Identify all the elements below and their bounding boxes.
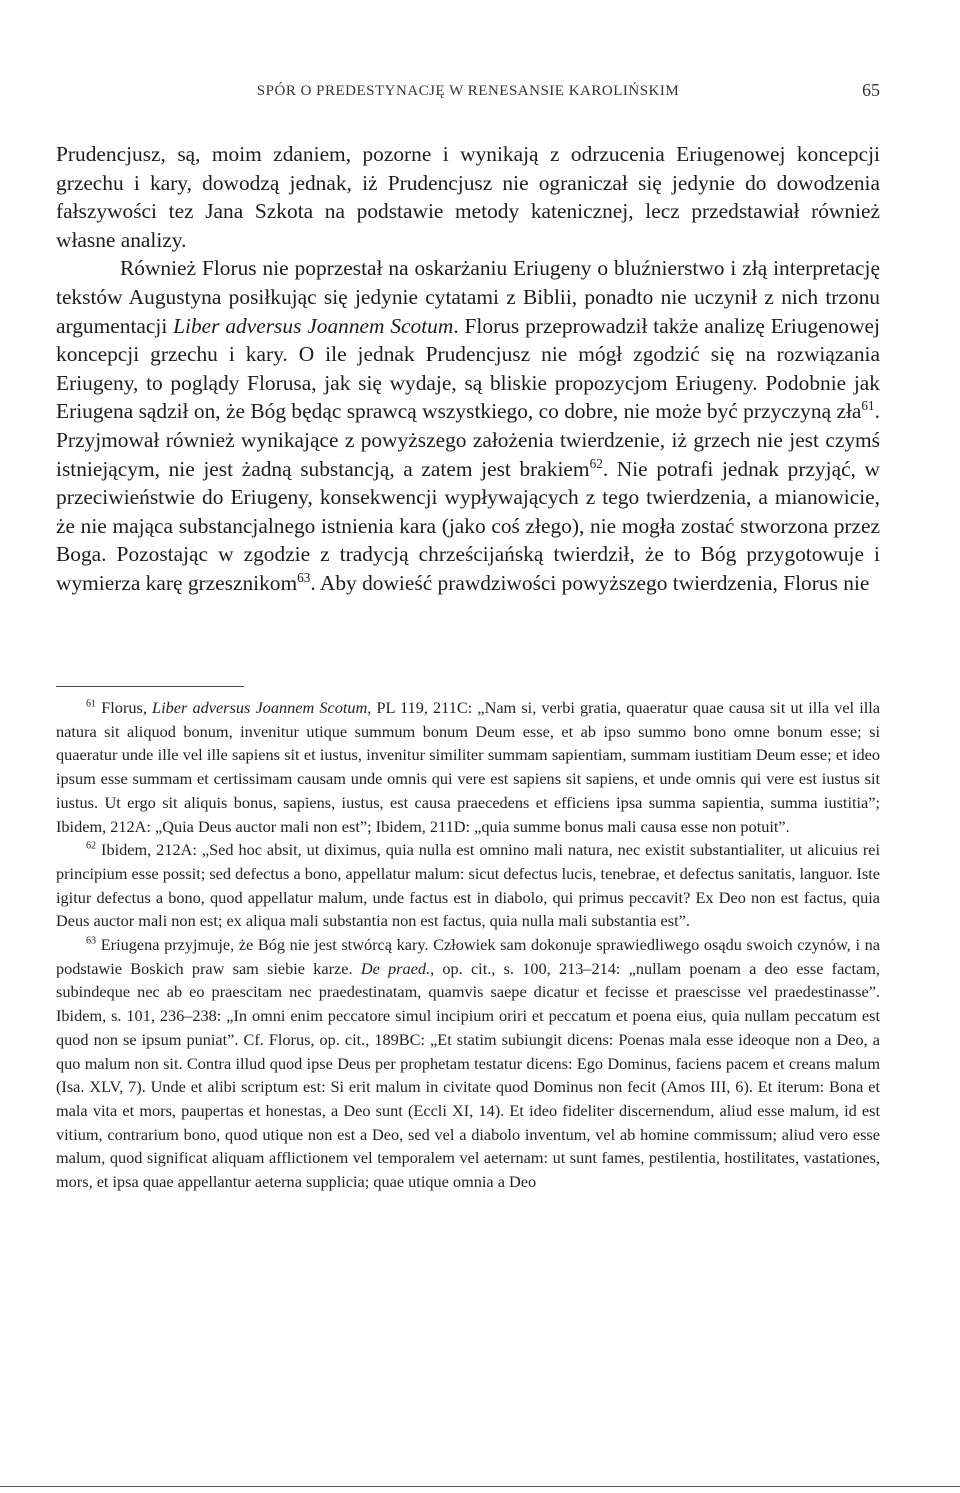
page-number: 65 bbox=[862, 80, 880, 100]
footnote-61 bbox=[56, 696, 880, 838]
footnote-text: , op. cit., s. 100, 213–214: „nullam poenam a deo esse factam, subindeque nec ab eo praescitam nec praedestinatam, quamvis saepe dicatur et fecisse et praescisse vel praedestinasse”. Ibidem, s. 101, 236–238: „In omni enim peccatore simul incipium oriri et peccatum et poena eius, quia nullam peccatum est quod non se ipsum puniat”. Cf. Florus, op. cit., 189BC: „Et statim subiungit dicens: Poenas mala esse ideoque non a Deo, a quo malum non sit. Contra illud quod ipse Deus per prophetam testatur dicens: Ego Dominus, faciens pacem et creans malum (Isa. XLV, 7). Unde et alibi scriptum est: Si erit malum in civitate quod Dominus non fecit (Amos III, 6). Et iterum: Bona et mala vita et mors, paupertas et honestas, a Deo sunt (Eccli XI, 14). Et ideo fideliter discernendum, aliud esse malum, id est vitium, contrarium bono, quod utique non est a Deo, sed vel a diabolo inventum, vel ab homine commissum; aliud vero esse malum, quod significat aliquam afflictionem vel temporalem vel aeternam: ut sunt fames, pestilentia, hostilitates, vastationes, mors, et ipsa quae appellantur aeterna supplicia; quae utique omnia a Deo bbox=[56, 958, 881, 1192]
footnote-number: 61 bbox=[86, 698, 97, 710]
paragraph-text: Również Florus nie poprzestał na oskarżaniu Eriugeny o bluźnierstwo i złą interpretację tekstów Augustyna posiłkując się jedynie cytatami z Biblii, ponadto nie uczynił z nich trzonu argumentacji bbox=[56, 256, 880, 338]
footnote-62 bbox=[56, 838, 880, 933]
running-title: SPÓR O PREDESTYNACJĘ W RENESANSIE KAROLIŃSKIM bbox=[256, 83, 680, 99]
page-header bbox=[56, 80, 880, 107]
footnote-number: 62 bbox=[86, 840, 97, 852]
paragraph-text: . Nie potrafi jednak przyjąć, w przeciwieństwie do Eriugeny, konsekwencji wypływających z tego twierdzenia, a mianowicie, że nie mająca substancjalnego istnienia kara (jako coś złego), nie mogła zostać stworzona przez Boga. Pozostając w zgodzie z tradycją chrześcijańską twierdził, że to Bóg przygotowuje i wymierza karę grzesznikom bbox=[56, 456, 880, 595]
footnote-ref-61[interactable]: 61 bbox=[861, 398, 875, 414]
work-title: Liber adversus Joannem Scotum bbox=[152, 698, 368, 717]
work-title: De praed. bbox=[360, 958, 431, 978]
footnote-text: Ibidem, 212A: „Sed hoc absit, ut diximus, quia nulla est omnino mali natura, nec existit substantialiter, ut alicuius rei principium esse possit; sed defectus a bono, appellatur malum: sicut defectus lucis, tenebrae, et defectus sanitatis, languor. Iste igitur defectus a bono, quod appellatur malum, unde factus est in diabolo, qui primus peccavit? Ex Deo non est factus, quia Deus auctor mali non est; ex aliqua mali substantia non est factus, quia nulla mali substantia est”. bbox=[56, 840, 880, 931]
footnote-text: Florus, bbox=[96, 698, 153, 717]
footnotes bbox=[56, 696, 880, 1194]
footnote-text: Eriugena przyjmuje, że Bóg nie jest stwórcą kary. Człowiek sam dokonuje sprawiedliwego osądu swoich czynów, i na podstawie Boskich praw sam siebie karze. bbox=[56, 935, 880, 978]
footnote-separator bbox=[56, 686, 244, 687]
footnote-text: , PL 119, 211C: „Nam si, verbi gratia, quaeratur quae causa sit ut illa vel illa natura sit aliquod bonum, invenitur utique summum bonum Deum esse, et ab ipso summo bono omne bonum esse; si quaeratur unde ille vel ille sapiens sit et iustus, invenitur similiter summam sapientiam, summam iustitiam Deum esse; et ideo ipsum esse summam et certissimam causam unde omnis qui vere est sapiens sit sapiens, et unde omnis qui vere est iustus sit iustus. Ut ergo sit aliquis bonus, sapiens, iustus, est causa praecedens et efficiens ipsa summa sapientia, summa iustitia”; Ibidem, 212A: „Quia Deus auctor mali non est”; Ibidem, 211D: „quia summe bonus mali causa esse non potuit”. bbox=[56, 698, 881, 836]
footnote-ref-63[interactable]: 63 bbox=[297, 569, 311, 585]
footnote-63 bbox=[56, 933, 880, 1194]
paragraph-continued: Prudencjusz, są, moim zdaniem, pozorne i wynikają z odrzucenia Eriugenowej koncepcji grzechu i kary, dowodzą jednak, iż Prudencjusz nie ograniczał się jedynie do dowodzenia fałszywości tez Jana Szkota na podstawie metody katenicznej, lecz przedstawiał również własne analizy. bbox=[56, 142, 880, 252]
scan-edge-line bbox=[0, 1486, 960, 1487]
paragraph-text: . Florus przeprowadził także analizę Eriugenowej koncepcji grzechu i kary. O ile jednak Prudencjusz nie mógł zgodzić się na rozwiązania Eriugeny, to poglądy Florusa, jak się wydaje, są bliskie propozycjom Eriugeny. Podobnie jak Eriugena sądził on, że Bóg będąc sprawcą wszystkiego, co dobre, nie może być przyczyną zła bbox=[56, 313, 880, 424]
paragraph-florus bbox=[56, 254, 880, 597]
work-title: Liber adversus Joannem Scotum bbox=[173, 313, 454, 338]
main-text bbox=[56, 140, 880, 598]
paragraph-text: . Aby dowieść prawdziwości powyższego twierdzenia, Florus nie bbox=[310, 570, 870, 595]
footnote-ref-62[interactable]: 62 bbox=[589, 455, 603, 471]
footnote-number: 63 bbox=[86, 935, 97, 947]
paragraph-text: . Przyjmował również wynikające z powyższego założenia twierdzenie, iż grzech nie jest czymś istniejącym, nie jest żadną substancją, a zatem jest brakiem bbox=[56, 399, 880, 481]
